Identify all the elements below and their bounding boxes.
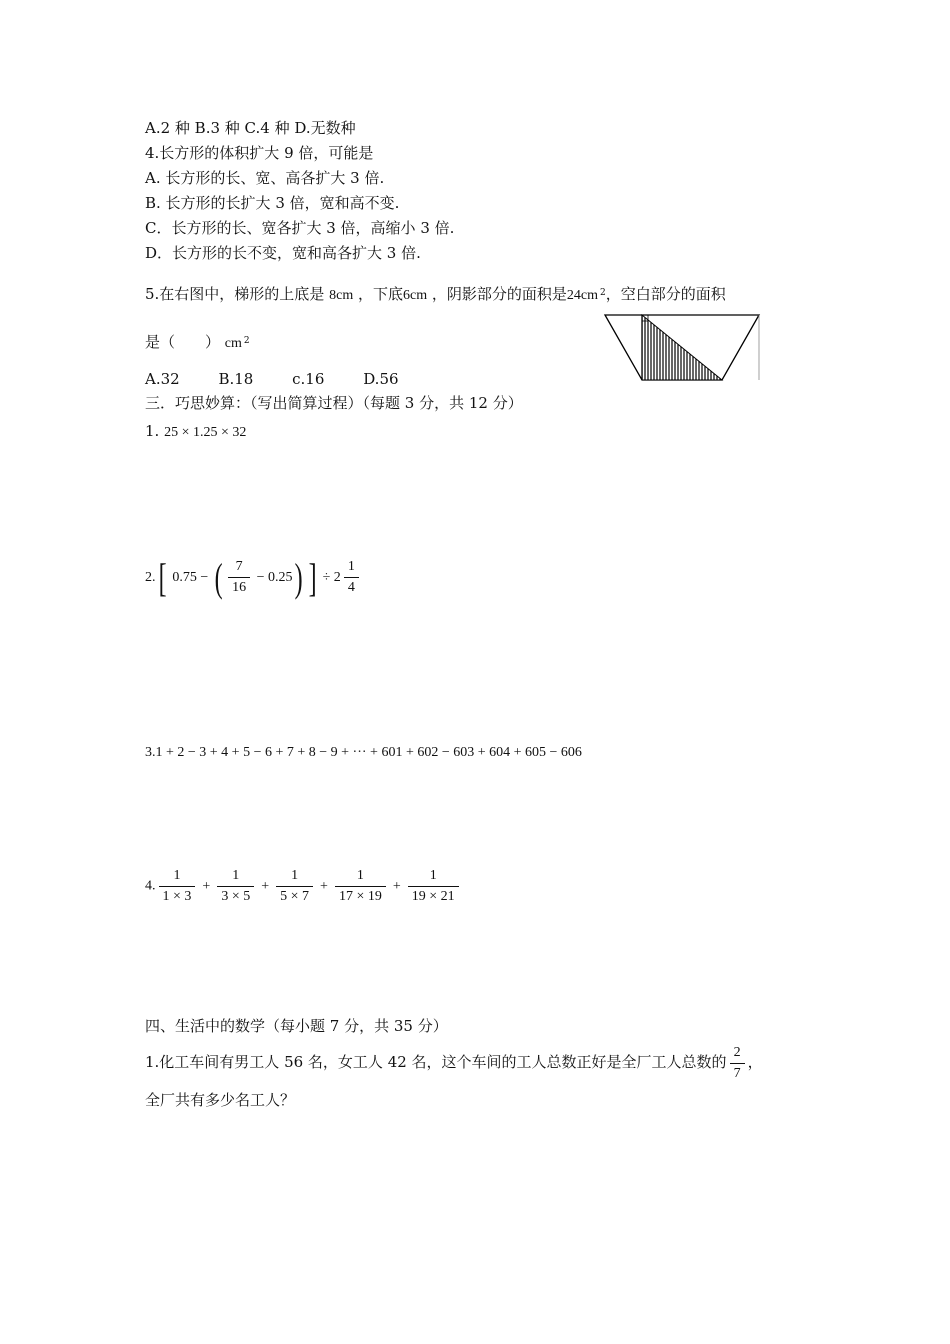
q5-unit-1: cm bbox=[336, 288, 354, 303]
q5-bottom-base: 6 bbox=[403, 288, 411, 303]
q4-stem: 4.长方形的体积扩大 9 倍，可能是 bbox=[145, 144, 374, 162]
q4-option-c: C．长方形的长、宽各扩大 3 倍，高缩小 3 倍. bbox=[145, 219, 455, 237]
section4-q1-text: 1.化工车间有男工人 56 名，女工人 42 名，这个车间的工人总数正好是全厂工人总数的 bbox=[145, 1053, 727, 1071]
section4-q1-fraction: $\frac{2}{7}$ bbox=[730, 1045, 745, 1082]
q5-unit-3: cm bbox=[580, 288, 599, 303]
q5-text-4: ，空白部分的面积 bbox=[605, 285, 726, 303]
problem-2 bbox=[145, 556, 362, 600]
section4-q1-line2: 全厂共有多少名工人？ bbox=[145, 1091, 296, 1109]
problem-4-fraction-2: $\frac{1}{3 \times 5}$ bbox=[217, 868, 254, 905]
q5-text-1: 5.在右图中，梯形的上底是 bbox=[145, 285, 325, 303]
left-bracket: [ bbox=[158, 554, 167, 600]
problem-4: 4. $\frac{1}{1 \times 3}$ + $\frac{1}{3 \times 5}$ + $\frac{1}{5 \times 7}$ + $\frac{1}{17 \times 19}$ + $\frac{1}{19 \times 21}$ bbox=[145, 868, 462, 905]
q4-option-a: A. 长方形的长、宽、高各扩大 3 倍. bbox=[145, 169, 385, 187]
q5-option-a: A.32 bbox=[145, 370, 180, 388]
q5-unit-2: cm bbox=[410, 288, 428, 303]
right-bracket: ] bbox=[308, 554, 317, 600]
q5-line2 bbox=[145, 331, 250, 354]
problem-2-number: 2. bbox=[145, 570, 156, 585]
section4-heading: 四、生活中的数学（每小题 7 分，共 35 分） bbox=[145, 1017, 448, 1035]
q5-option-b: B.18 bbox=[218, 370, 254, 388]
problem-2-part-a: 0.75 − bbox=[172, 570, 209, 585]
problem-1-number: 1. bbox=[145, 422, 160, 440]
q3-options: A.2 种 B.3 种 C.4 种 D.无数种 bbox=[145, 119, 356, 137]
problem-4-fraction-1: $\frac{1}{1 \times 3}$ bbox=[159, 868, 196, 905]
q5-option-d: D.56 bbox=[363, 370, 399, 388]
q5-options bbox=[145, 369, 433, 389]
problem-4-number: 4. bbox=[145, 878, 156, 894]
problem-4-fraction-4: $\frac{1}{17 \times 19}$ bbox=[335, 868, 386, 905]
section4-q1 bbox=[145, 1042, 763, 1082]
trapezoid-figure bbox=[602, 312, 764, 384]
q5-blank-text: 是（ ） bbox=[145, 333, 221, 351]
q5-unit-4: cm bbox=[224, 336, 242, 351]
q5-stem bbox=[145, 283, 726, 306]
q5-sq-1: 2 bbox=[600, 288, 606, 298]
problem-2-part-b: − 0.25 bbox=[256, 570, 293, 585]
q5-sq-2: 2 bbox=[243, 336, 250, 346]
right-paren: ) bbox=[295, 554, 304, 600]
problem-3: 3.1 + 2 − 3 + 4 + 5 − 6 + 7 + 8 − 9 + ··· + 601 + 602 − 603 + 604 + 605 − 606 bbox=[145, 745, 582, 760]
problem-4-fraction-5: $\frac{1}{19 \times 21}$ bbox=[408, 868, 459, 905]
section4-q1-tail: ， bbox=[747, 1053, 763, 1071]
problem-1 bbox=[145, 421, 246, 443]
left-paren: ( bbox=[214, 554, 223, 600]
problem-1-expression: 25 × 1.25 × 32 bbox=[164, 425, 247, 440]
section3-heading: 三．巧思妙算：（写出简算过程）（每题 3 分，共 12 分） bbox=[145, 394, 523, 412]
problem-2-part-c: ÷ 2 bbox=[322, 570, 341, 585]
q5-shaded-area: 24 bbox=[566, 288, 581, 303]
q5-text-2: ，下底 bbox=[358, 285, 404, 303]
q4-option-d: D．长方形的长不变，宽和高各扩大 3 倍. bbox=[145, 244, 421, 262]
q4-option-b: B. 长方形的长扩大 3 倍，宽和高不变. bbox=[145, 194, 400, 212]
problem-2-fraction-2: $\frac{1}{4}$ bbox=[344, 559, 359, 596]
q5-text-3: ，阴影部分的面积是 bbox=[431, 285, 567, 303]
q5-top-base: 8 bbox=[329, 288, 337, 303]
problem-2-fraction-1: $\frac{7}{16}$ bbox=[228, 559, 250, 596]
problem-4-fraction-3: $\frac{1}{5 \times 7}$ bbox=[276, 868, 313, 905]
q5-option-c: c.16 bbox=[292, 370, 325, 388]
